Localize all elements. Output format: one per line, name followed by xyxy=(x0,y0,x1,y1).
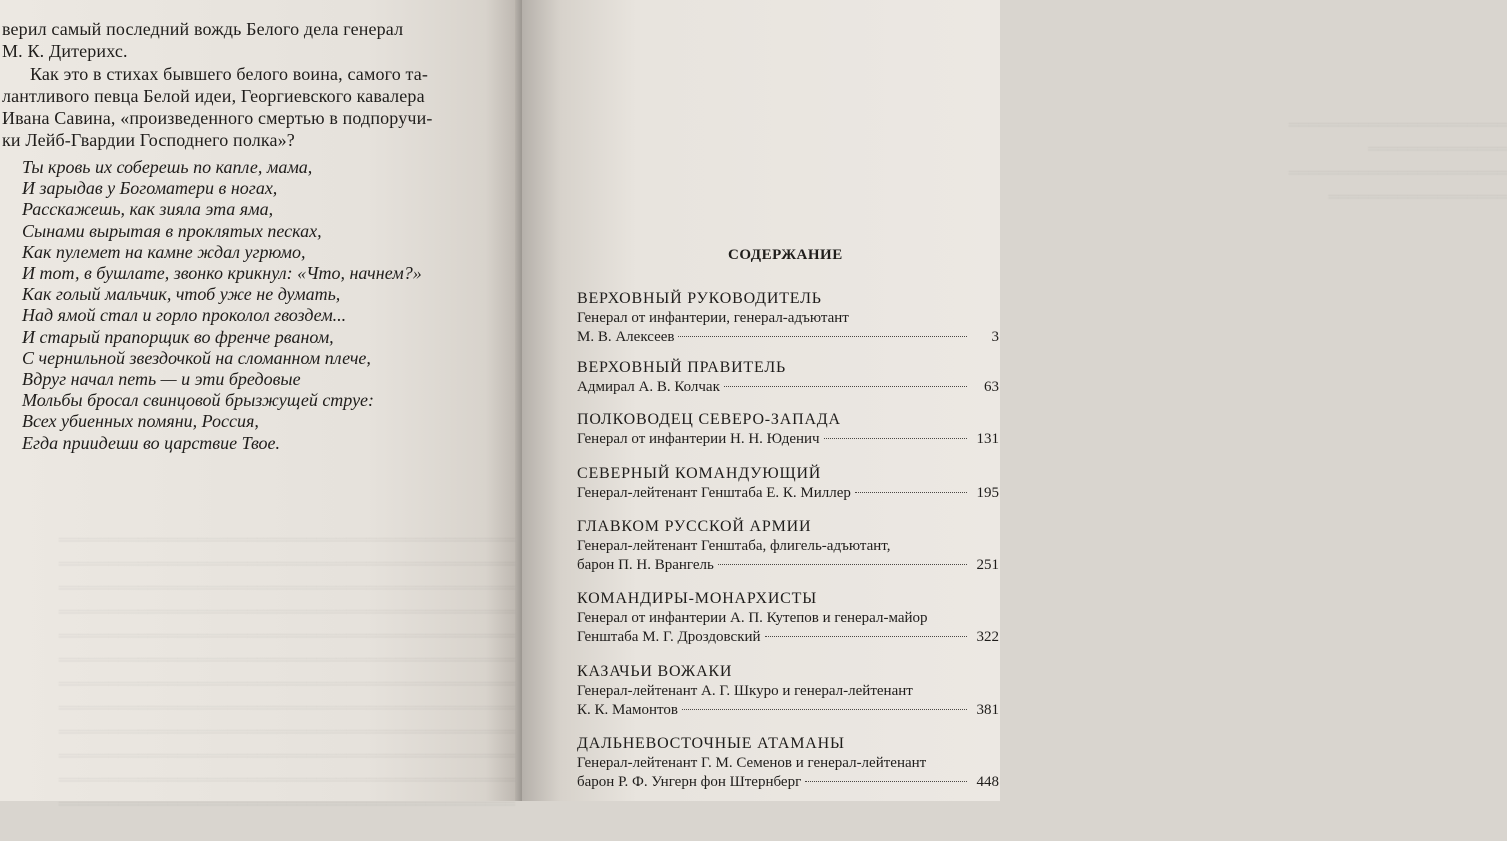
poem-line: Мольбы бросал свинцовой брызжущей струе: xyxy=(22,390,375,411)
toc-entry-row xyxy=(577,484,999,503)
paragraph-2-line-2: лантливого певца Белой идеи, Георгиевского кавалера xyxy=(2,86,425,106)
leader-dots xyxy=(765,636,967,637)
paragraph-1-line-1: верил самый последний вождь Белого дела генерал xyxy=(2,19,404,39)
poem-line: Расскажешь, как зияла эта яма, xyxy=(22,199,274,220)
toc-entry-row xyxy=(577,328,999,347)
toc-entry-text: Генерал-лейтенант А. Г. Шкуро и генерал-лейтенант xyxy=(577,683,913,699)
page-number: 322 xyxy=(976,629,999,645)
toc-entry-title: ПОЛКОВОДЕЦ СЕВЕРО-ЗАПАДА xyxy=(577,411,841,428)
poem-line: Как пулемет на камне ждал угрюмо, xyxy=(22,241,306,262)
toc-entry-name: Адмирал А. В. Колчак xyxy=(577,379,720,395)
toc-entry xyxy=(577,589,999,647)
paragraph-1 xyxy=(2,18,507,62)
paragraph-2-line-3: Ивана Савина, «произведенного смертью в подпоручи- xyxy=(2,108,433,128)
toc-entry xyxy=(577,358,999,397)
paragraph-2 xyxy=(2,63,507,151)
leader-dots xyxy=(718,564,967,565)
toc-entry xyxy=(577,289,999,347)
toc-entry-row xyxy=(577,430,999,449)
toc-entry-name: Генштаба М. Г. Дроздовский xyxy=(577,629,761,645)
paragraph-1-line-2: М. К. Дитерихс. xyxy=(2,41,128,61)
toc-entry xyxy=(577,662,999,720)
leader-dots xyxy=(682,709,967,710)
page-number: 448 xyxy=(976,774,999,790)
toc-entry-row xyxy=(577,378,999,397)
leader-dots xyxy=(805,781,967,782)
toc-entry-title: ВЕРХОВНЫЙ ПРАВИТЕЛЬ xyxy=(577,359,787,376)
poem-line: Над ямой стал и горло проколол гвоздем... xyxy=(22,305,347,326)
toc-entry-text: Генерал от инфантерии, генерал-адъютант xyxy=(577,310,849,326)
poem-line: И тот, в бушлате, звонко крикнул: «Что, начнем?» xyxy=(22,263,422,284)
toc-entry-text: Генерал от инфантерии А. П. Кутепов и генерал-майор xyxy=(577,610,928,626)
toc-title: СОДЕРЖАНИЕ xyxy=(728,247,843,263)
leader-dots xyxy=(678,336,967,337)
paragraph-2-line-1: Как это в стихах бывшего белого воина, самого та- xyxy=(30,64,429,84)
page-number: 131 xyxy=(976,431,999,447)
page-number: 251 xyxy=(976,557,999,573)
page-number: 381 xyxy=(976,702,999,718)
poem xyxy=(22,157,492,454)
toc-entry-text: Генерал-лейтенант Генштаба, флигель-адъютант, xyxy=(577,538,891,554)
poem-line: Сынами вырытая в проклятых песках, xyxy=(22,220,322,241)
toc-entry-row xyxy=(577,556,999,575)
toc-entry-title: ГЛАВКОМ РУССКОЙ АРМИИ xyxy=(577,518,812,535)
bleed-through-text: ══════════════════════════════════════════════ ══════════════════════════════════════════════ ══════════════════════════════════════════════ ══════════════════════════════════════════════ ══════════════════════════════════════════════ ══════════════════════════════════════════════ ══════════════════════════════════════════════ ══════════════════════════════════════════════ ══════════════════════════════════════════════ ══════════════════════════════════════════════ ══════════════════════════════════════════════ ══════════════════════════════════════════════ xyxy=(58,533,515,812)
poem-line: С чернильной звездочкой на сломанном плече, xyxy=(22,347,371,368)
poem-line: Как голый мальчик, чтоб уже не думать, xyxy=(22,284,341,305)
toc-entry-title: КАЗАЧЬИ ВОЖАКИ xyxy=(577,663,733,680)
paragraph-2-line-4: ки Лейб-Гвардии Господнего полка»? xyxy=(2,130,295,150)
toc-entry-name: барон П. Н. Врангель xyxy=(577,557,714,573)
poem-line: И старый прапорщик во френче рваном, xyxy=(22,326,334,347)
leader-dots xyxy=(724,386,967,387)
page-number: 195 xyxy=(976,485,999,501)
poem-line: И зарыдав у Богоматери в ногах, xyxy=(22,178,278,199)
poem-line: Егда приидеши во царствие Твое. xyxy=(22,432,281,453)
toc-entry-title: ДАЛЬНЕВОСТОЧНЫЕ АТАМАНЫ xyxy=(577,735,845,752)
toc-entry-row xyxy=(577,628,999,647)
poem-line: Всех убиенных помяни, Россия, xyxy=(22,411,259,432)
leader-dots xyxy=(824,438,967,439)
bleed-through-heading: ══════════════════════ ══════════════ ══════════════════════ ══════════════════ xyxy=(1288,118,1507,205)
left-page xyxy=(0,0,522,812)
toc-entry-text: Генерал-лейтенант Г. М. Семенов и генерал-лейтенант xyxy=(577,755,927,771)
toc-entry-name: К. К. Мамонтов xyxy=(577,702,678,718)
poem-line: Вдруг начал петь — и эти бредовые xyxy=(22,369,301,390)
toc-entry-name: Генерал-лейтенант Генштаба Е. К. Миллер xyxy=(577,485,851,501)
toc-entry-title: ВЕРХОВНЫЙ РУКОВОДИТЕЛЬ xyxy=(577,290,822,307)
toc-entry xyxy=(577,734,999,792)
toc-entry-name: М. В. Алексеев xyxy=(577,329,675,345)
toc-entry-name: Генерал от инфантерии Н. Н. Юденич xyxy=(577,431,820,447)
page-number: 3 xyxy=(991,329,999,345)
toc-entry xyxy=(577,517,999,575)
toc-entry-name: барон Р. Ф. Унгерн фон Штернберг xyxy=(577,774,802,790)
toc-entry xyxy=(577,464,999,503)
page-number: 63 xyxy=(984,379,999,395)
poem-line: Ты кровь их соберешь по капле, мама, xyxy=(22,157,313,177)
toc-entry xyxy=(577,410,999,449)
leader-dots xyxy=(855,492,967,493)
left-prose xyxy=(2,18,507,152)
toc-entry-row xyxy=(577,701,999,720)
toc-entry-row xyxy=(577,773,999,792)
toc-entry-title: КОМАНДИРЫ-МОНАРХИСТЫ xyxy=(577,590,817,607)
toc-entry-title: СЕВЕРНЫЙ КОМАНДУЮЩИЙ xyxy=(577,465,822,482)
